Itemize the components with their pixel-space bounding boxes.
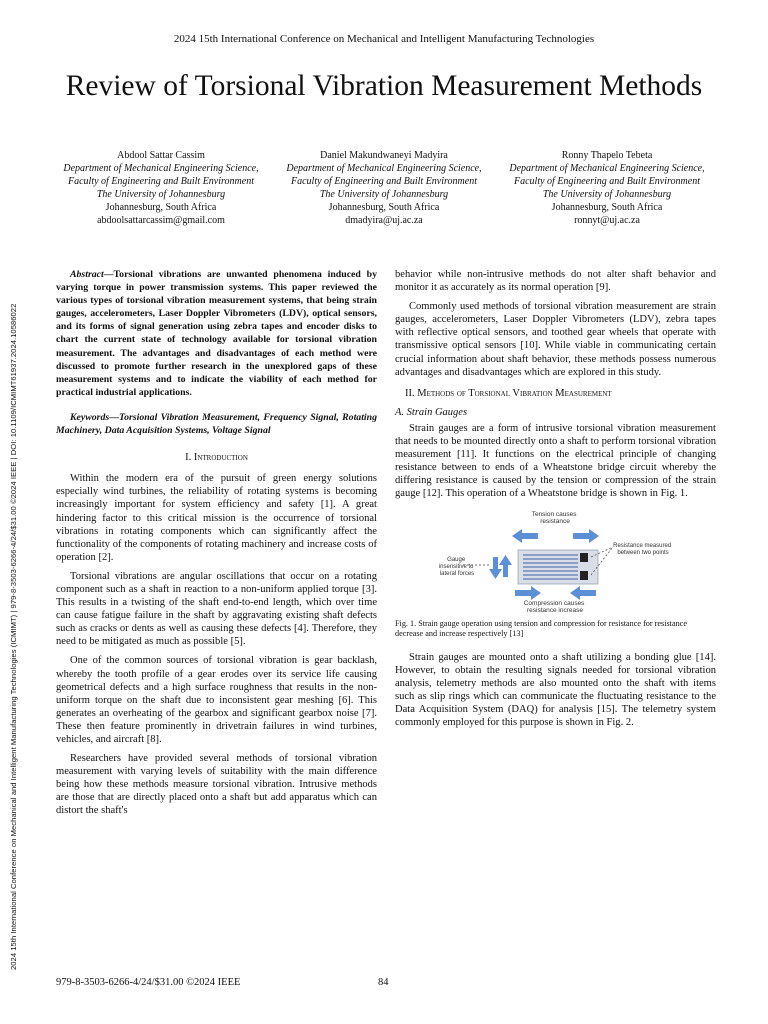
strain-gauge-diagram	[395, 507, 716, 615]
paragraph: Commonly used methods of torsional vibration measurement are strain gauges, accelerometers, Laser Doppler Vibrometers (LDV), zebra tapes with reflective optical sensors, and toothed gear wheels that operate with transmissive optical sensors [10]. While viable in communicating certain crucial information about shaft behavior, these methods possess numerous advantages and disadvantages which are explored in this study.	[395, 301, 716, 378]
paragraph: Strain gauges are a form of intrusive torsional vibration measurement that needs to be mounted directly onto a shaft to perform torsional vibration measurement [11]. It functions on the electrical principle of changing resistance between to ends of a Wheatstone bridge circuit whereby the differing resistance is caused by the tension or compression of the strain gauge [12]. This operation of a Wheatstone bridge is shown in Fig. 1.	[395, 422, 716, 500]
section-heading-methods: II. Methods of Torsional Vibration Measurement	[405, 387, 612, 399]
label-compression-line: Compression causes	[523, 599, 585, 607]
label-tension-line: resistance	[540, 517, 570, 525]
tension-arrow-left	[512, 529, 538, 543]
author-block	[50, 149, 718, 228]
page-number: 84	[378, 977, 389, 988]
abstract-label: Abstract—	[70, 269, 114, 280]
paragraph: Strain gauges are mounted onto a shaft utilizing a bonding glue [14]. However, to obtain the resulting signals needed for torsional vibration analysis, telemetry methods are also mounted onto the shaft with items such as slip rings which can communicate the fluctuating resistance to the Data Acquisition System (DAQ) for analysis [15]. The telemetry system commonly employed for this purpose is shown in Fig. 2.	[395, 651, 716, 728]
author-location: Johannesburg, South Africa	[328, 202, 440, 214]
author-dept: Department of Mechanical Engineering Science, Faculty of Engineering and Built Environment	[509, 163, 705, 188]
author-location: Johannesburg, South Africa	[105, 202, 217, 214]
right-column	[395, 268, 716, 735]
tension-arrow-right	[573, 529, 599, 543]
label-gauge-line: lateral forces	[439, 570, 475, 577]
author-email[interactable]: ronnyt@uj.ac.za	[574, 215, 640, 227]
lateral-arrow-down	[489, 557, 502, 579]
abstract-text: Torsional vibrations are unwanted phenomena induced by varying torque in power transmission systems. This paper reviewed the various types of torsional vibration measurement systems, that being strain gauges, accelerometers, Laser Doppler Vibrometers (LDV), optical sensors, and its forms of signal generation using zebra tapes and encoder disks to chart the current state of technology available for torsional vibration measurement. The advantages and disadvantages of each method were discussed to promote further research in the unexplored gaps of these measurement systems and to indicate the viability of each method for practical industrial applications.	[56, 269, 377, 398]
label-resistance-line: Resistance measured	[613, 542, 672, 549]
author-2	[273, 149, 495, 228]
keywords	[56, 411, 377, 437]
author-dept: Department of Mechanical Engineering Science, Faculty of Engineering and Built Environment	[63, 163, 259, 188]
label-tension-line: Tension causes	[531, 510, 577, 518]
label-tension	[532, 511, 579, 525]
conference-header: 2024 15th International Conference on Mechanical and Intelligent Manufacturing Technologies	[173, 33, 595, 45]
keywords-text: Torsional Vibration Measurement, Frequency Signal, Rotating Machinery, Data Acquisition Systems, Voltage Signal	[56, 411, 377, 437]
paragraph: One of the common sources of torsional vibration is gear backlash, whereby the tooth profile of a gear erodes over its service life causing geometrical defects and a high surface roughness that results in the non-uniform torque on the shaft due to inconsistent gear meshing [6]. This generates an overheating of the gearbox and significant gearbox noise [7]. These then feature prominently in drivetrain failures in wind turbines, vehicles, and aircraft [8].	[56, 655, 377, 745]
left-column	[56, 268, 377, 824]
compression-arrow-left	[515, 586, 541, 600]
author-1	[50, 149, 272, 228]
figure-caption: Fig. 1. Strain gauge operation using tension and compression for resistance for resistance decrease and increase respectively [13]	[395, 618, 687, 638]
label-compression-line: resistance increase	[527, 606, 583, 614]
author-3	[496, 149, 718, 228]
author-univ: The University of Johannesburg	[542, 189, 672, 201]
side-ribbon	[7, 120, 21, 970]
side-ribbon-text: 2024 15th International Conference on Mechanical and Intelligent Manufacturing Technologies (ICMIMT) | 979-8-3503-6266-4/24/$31.00 ©2024 IEEE | DOI: 10.1109/ICMIMT61937.2024.10586022	[9, 303, 18, 970]
compression-arrow-right	[570, 586, 596, 600]
paragraph: behavior while non-intrusive methods do not alter shaft behavior and monitor it as accurately as its normal operation [9].	[395, 269, 716, 294]
section-heading-introduction: I. Introduction	[185, 452, 248, 464]
strain-gauge-body	[518, 550, 598, 584]
label-gauge	[439, 557, 475, 577]
paragraph: Researchers have provided several methods of torsional vibration measurement with varying levels of suitability with the main difference being how these methods measure torsional vibration. Intrusive methods are those that are directly placed onto a shaft but add apparatus which can distort the shaft's	[56, 753, 377, 817]
label-gauge-line: insensitive to	[438, 563, 474, 570]
author-name: Ronny Thapelo Tebeta	[561, 150, 653, 161]
author-name: Daniel Makundwaneyi Madyira	[320, 150, 448, 161]
footer-isbn: 979-8-3503-6266-4/24/$31.00 ©2024 IEEE	[56, 977, 241, 988]
figure-strain-gauge	[395, 507, 716, 615]
label-resistance	[613, 543, 673, 556]
author-email[interactable]: abdoolsattarcassim@gmail.com	[97, 215, 225, 227]
subsection-heading-strain-gauges: A. Strain Gauges	[395, 406, 468, 418]
author-dept: Department of Mechanical Engineering Science, Faculty of Engineering and Built Environment	[286, 163, 482, 188]
paragraph: Within the modern era of the pursuit of green energy solutions especially wind turbines, the reliability of rotating systems is becoming increasingly important for system efficiency and safety [1]. A great hindering factor to this critical mission is the occurrence of torsional vibrations in rotating components which can significantly affect the functionality of the components of rotating machinery and increase costs of operation [2].	[56, 473, 377, 563]
author-location: Johannesburg, South Africa	[551, 202, 663, 214]
author-name: Abdool Sattar Cassim	[117, 150, 205, 161]
paper-title: Review of Torsional Vibration Measurement Methods	[65, 70, 703, 102]
label-gauge-line: Gauge	[447, 556, 466, 563]
lateral-arrow-up	[499, 555, 512, 577]
label-resistance-line: between two points	[617, 549, 669, 556]
author-univ: The University of Johannesburg	[96, 189, 226, 201]
author-univ: The University of Johannesburg	[319, 189, 449, 201]
author-email[interactable]: dmadyira@uj.ac.za	[345, 215, 423, 227]
keywords-label: Keywords—	[70, 411, 119, 423]
abstract	[56, 268, 377, 399]
label-compression	[524, 600, 587, 614]
paragraph: Torsional vibrations are angular oscillations that occur on a rotating component such as a shaft in reaction to a non-uniform applied torque [3]. This results in a twisting of the shaft end-to-end length, which over time can cause fatigue failure in the shaft by aggravating existing shaft defects such as cracks or dents as well as causing these defects [4]. Therefore, they need to be mitigated as much as possible [5].	[56, 570, 377, 648]
